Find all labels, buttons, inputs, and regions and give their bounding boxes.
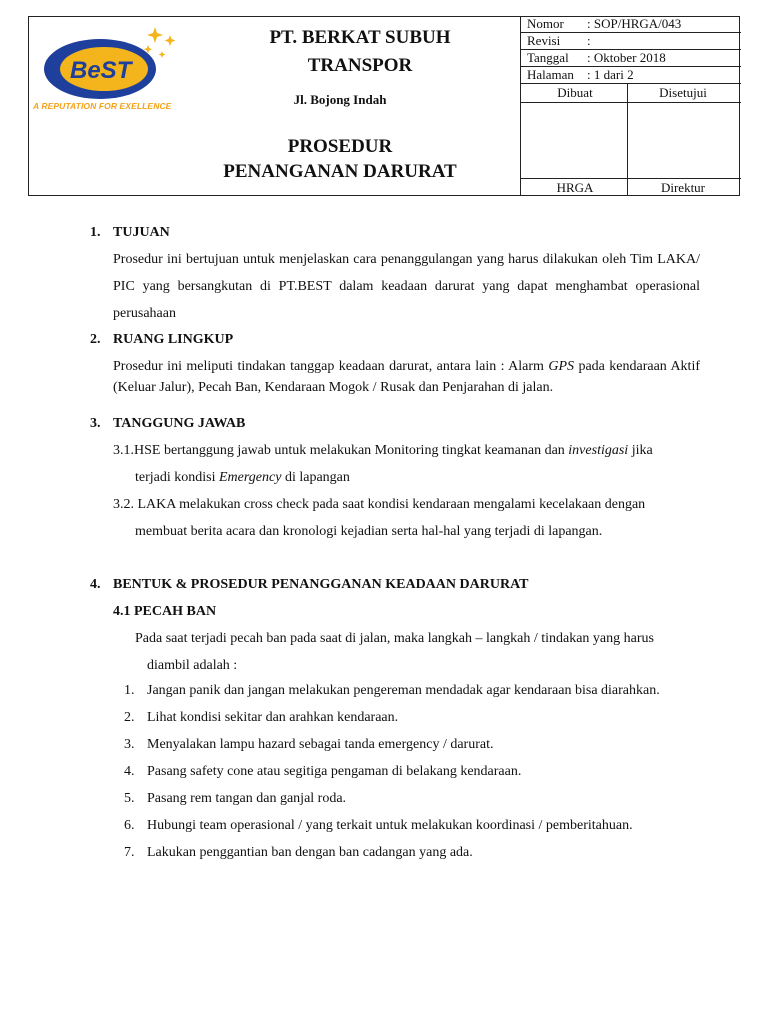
section-1-number: 1. <box>90 225 101 240</box>
company-name-line2: TRANSPOR <box>307 55 413 76</box>
disetujui-label: Disetujui <box>659 85 707 100</box>
logo-text: BeST <box>70 57 132 84</box>
section-2-text <box>113 356 700 398</box>
logo-sparkles <box>144 27 176 58</box>
meta-key: Tanggal <box>527 50 569 65</box>
step-text: Jangan panik dan jangan melakukan pengereman mendadak agar kendaraan bisa diarahkan. <box>147 683 660 698</box>
step-number: 7. <box>124 845 135 860</box>
step-number: 1. <box>124 683 135 698</box>
step-number: 5. <box>124 791 135 806</box>
signature-footer <box>521 178 741 196</box>
step-text: Lakukan penggantian ban dengan ban cadangan yang ada. <box>147 845 473 860</box>
section-3-title: TANGGUNG JAWAB <box>113 416 246 431</box>
section-3-1-line2 <box>135 464 722 491</box>
meta-key: Revisi <box>527 33 561 48</box>
step-number: 6. <box>124 818 135 833</box>
meta-value: : Oktober 2018 <box>587 50 666 65</box>
step-text: Pasang safety cone atau segitiga pengaman di belakang kendaraan. <box>147 764 522 779</box>
step-text: Pasang rem tangan dan ganjal roda. <box>147 791 347 806</box>
company-address: Jl. Bojong Indah <box>293 92 387 107</box>
dibuat-label: Dibuat <box>557 85 593 100</box>
document-title <box>210 134 470 184</box>
section-2-number: 2. <box>90 332 101 347</box>
meta-key: Nomor <box>527 16 564 31</box>
meta-value: : SOP/HRGA/043 <box>587 16 682 31</box>
section-4-number: 4. <box>90 577 101 592</box>
meta-row-nomor <box>521 16 741 33</box>
section-3-1-text-a: 3.1.HSE bertanggung jawab untuk melakukan Monitoring tingkat keamanan dan <box>113 443 569 458</box>
step-text: Hubungi team operasional / yang terkait untuk melakukan koordinasi / pemberitahuan. <box>147 818 633 833</box>
section-3-2-line2: membuat berita acara dan kronologi kejadian serta hal-hal yang terjadi di lapangan. <box>135 524 603 539</box>
document-title-line2: PENANGANAN DARURAT <box>223 161 457 182</box>
dibuat-by: HRGA <box>556 180 594 195</box>
section-3-2-line1: 3.2. LAKA melakukan cross check pada saat kondisi kendaraan mengalami kecelakaan dengan <box>113 497 646 512</box>
section-2-title: RUANG LINGKUP <box>113 332 234 347</box>
meta-row-halaman <box>521 67 741 84</box>
disetujui-by: Direktur <box>660 180 706 195</box>
section-3-1-investigasi: investigasi <box>568 443 629 458</box>
section-2-text-b: pada kendaraan Aktif (Keluar Jalur), Pecah Ban, Kendaraan Mogok / Rusak dan Penjarahan di jalan. <box>113 359 700 395</box>
section-3-1-text-c: terjadi kondisi <box>135 470 219 485</box>
section-4-1-intro-line2: diambil adalah : <box>147 658 238 673</box>
section-3-1-line1 <box>113 437 701 464</box>
document-title-line1: PROSEDUR <box>287 136 393 157</box>
step-number: 4. <box>124 764 135 779</box>
section-1-title: TUJUAN <box>113 225 170 240</box>
step-number: 3. <box>124 737 135 752</box>
company-name <box>220 24 500 80</box>
section-2-text-gps: GPS <box>548 359 575 374</box>
meta-row-revisi <box>521 33 741 50</box>
meta-row-tanggal <box>521 50 741 67</box>
section-4-title: BENTUK & PROSEDUR PENANGGANAN KEADAAN DARURAT <box>113 577 529 592</box>
meta-key: Halaman <box>527 67 574 82</box>
meta-value: : <box>587 33 591 48</box>
step-number: 2. <box>124 710 135 725</box>
section-4-1-intro-line1: Pada saat terjadi pecah ban pada saat di jalan, maka langkah – langkah / tindakan yang harus <box>135 631 654 646</box>
section-3-1-text-b: jika <box>628 443 653 458</box>
section-3-1-emergency: Emergency <box>219 470 282 485</box>
logo-tagline: A REPUTATION FOR EXELLENCE <box>33 101 172 111</box>
section-3-number: 3. <box>90 416 101 431</box>
section-3-1-text-d: di lapangan <box>281 470 350 485</box>
section-1-text: Prosedur ini bertujuan untuk menjelaskan cara penanggulangan yang harus dilakukan oleh Tim LAKA/ PIC yang bersangkutan di PT.BEST dalam keadaan darurat yang dapat menghambat operasional perusahaan <box>113 252 700 321</box>
section-4-1-title: 4.1 PECAH BAN <box>113 604 217 619</box>
section-2-text-a: Prosedur ini meliputi tindakan tanggap keadaan darurat, antara lain : Alarm <box>113 359 549 374</box>
step-text: Menyalakan lampu hazard sebagai tanda emergency / darurat. <box>147 737 494 752</box>
meta-value: : 1 dari 2 <box>587 67 634 82</box>
document-meta-table <box>520 16 740 196</box>
company-name-line1: PT. BERKAT SUBUH <box>269 27 451 48</box>
signature-header <box>521 84 741 103</box>
step-text: Lihat kondisi sekitar dan arahkan kendaraan. <box>147 710 399 725</box>
